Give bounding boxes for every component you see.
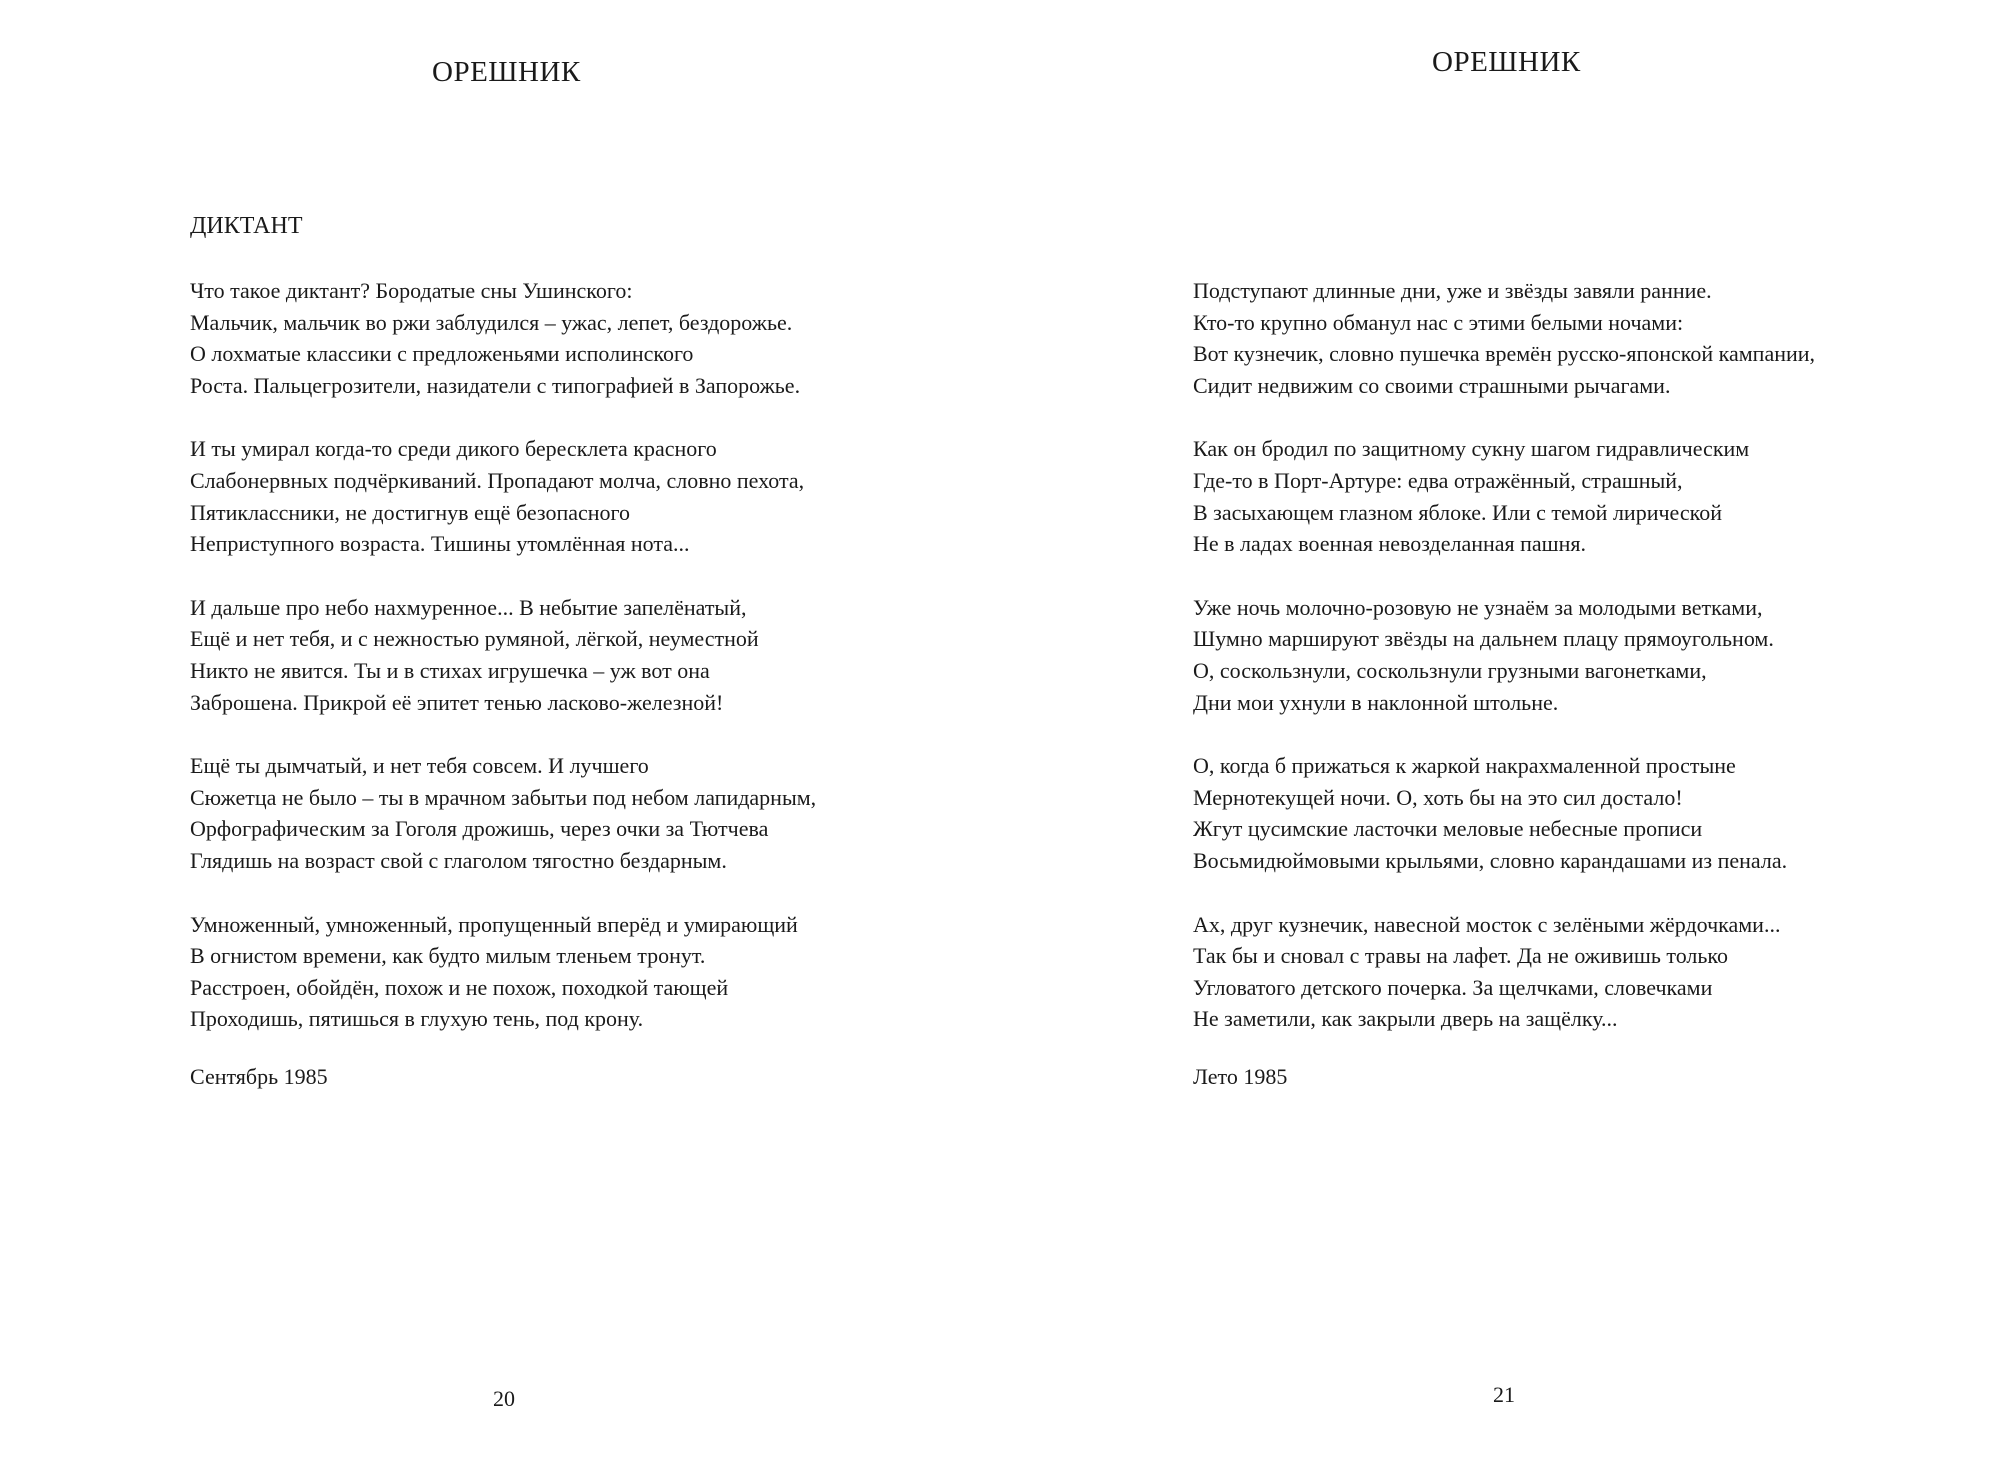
page-number: 21: [1493, 1382, 1515, 1407]
poem-line: Мальчик, мальчик во ржи заблудился – ужас, лепет, бездорожье.: [190, 309, 793, 335]
poem-line: В огнистом времени, как будто милым тленьем тронут.: [190, 943, 706, 969]
stanza: [190, 592, 816, 718]
poem-line: Роста. Пальцегрозители, назидатели с типографией в Запорожье.: [190, 372, 801, 398]
poem-body: [190, 275, 816, 1067]
stanza: [1193, 909, 1815, 1035]
stanza: [190, 275, 816, 401]
poem-line: Дни мои ухнули в наклонной штольне.: [1193, 689, 1559, 715]
poem-line: Так бы и сновал с травы на лафет. Да не оживишь только: [1193, 943, 1728, 969]
poem-line: Орфографическим за Гоголя дрожишь, через очки за Тютчева: [190, 816, 769, 842]
poem-line: Где-то в Порт-Артуре: едва отражённый, страшный,: [1193, 467, 1683, 493]
poem-line: И ты умирал когда-то среди дикого бересклета красного: [190, 436, 717, 462]
poem-line: Мернотекущей ночи. О, хоть бы на это сил достало!: [1193, 784, 1683, 810]
poem-line: О, когда б прижаться к жаркой накрахмаленной простыне: [1193, 753, 1736, 779]
poem-line: Восьмидюймовыми крыльями, словно карандашами из пенала.: [1193, 847, 1788, 873]
poem-line: Подступают длинные дни, уже и звёзды завяли ранние.: [1193, 278, 1712, 303]
poem-line: О, соскользнули, соскользнули грузными вагонетками,: [1193, 657, 1707, 683]
poem-line: Проходишь, пятишься в глухую тень, под крону.: [190, 1006, 644, 1032]
poem-date: Лето 1985: [1193, 1064, 1288, 1089]
stanza: [1193, 592, 1815, 718]
right-page: [1000, 0, 2000, 1479]
poem-line: Жгут цусимские ласточки меловые небесные прописи: [1193, 816, 1703, 842]
poem-line: О лохматые классики с предложеньями исполинского: [190, 341, 694, 367]
poem-body: [1193, 275, 1815, 1067]
poem-line: Не в ладах военная невозделанная пашня.: [1193, 531, 1587, 557]
poem-line: Как он бродил по защитному сукну шагом гидравлическим: [1193, 436, 1750, 462]
stanza: [190, 750, 816, 876]
running-head: ОРЕШНИК: [432, 56, 581, 88]
stanza: [190, 909, 816, 1035]
poem-line: Ещё и нет тебя, и с нежностью румяной, лёгкой, неуместной: [190, 626, 759, 652]
poem-line: Ах, друг кузнечик, навесной мосток с зелёными жёрдочками...: [1193, 911, 1781, 937]
poem-line: В засыхающем глазном яблоке. Или с темой лирической: [1193, 499, 1722, 525]
poem-line: Глядишь на возраст свой с глаголом тягостно бездарным.: [190, 847, 727, 873]
stanza: [1193, 275, 1815, 401]
poem-line: Уже ночь молочно-розовую не узнаём за молодыми ветками,: [1193, 594, 1763, 620]
poem-line: Вот кузнечик, словно пушечка времён русско-японской кампании,: [1193, 341, 1816, 367]
stanza: [1193, 433, 1815, 559]
poem-line: Сидит недвижим со своими страшными рычагами.: [1193, 372, 1671, 398]
poem-line: Угловатого детского почерка. За щелчками, словечками: [1193, 974, 1713, 1000]
poem-line: Пятиклассники, не достигнув ещё безопасного: [190, 499, 630, 525]
poem-line: Ещё ты дымчатый, и нет тебя совсем. И лучшего: [190, 753, 649, 779]
poem-line: Что такое диктант? Бородатые сны Ушинского:: [190, 278, 633, 303]
poem-title: ДИКТАНТ: [190, 213, 303, 239]
running-head: ОРЕШНИК: [1432, 46, 1581, 78]
poem-line: Сюжетца не было – ты в мрачном забытьи под небом лапидарным,: [190, 784, 817, 810]
stanza: [190, 433, 816, 559]
poem-line: Заброшена. Прикрой её эпитет тенью ласково-железной!: [190, 689, 724, 715]
stanza: [1193, 750, 1815, 876]
poem-line: Никто не явится. Ты и в стихах игрушечка – уж вот она: [190, 657, 710, 683]
poem-line: Не заметили, как закрыли дверь на защёлку...: [1193, 1006, 1618, 1032]
poem-line: И дальше про небо нахмуренное... В небытие запелёнатый,: [190, 594, 747, 620]
poem-line: Неприступного возраста. Тишины утомлённая нота...: [190, 531, 690, 557]
poem-line: Слабонервных подчёркиваний. Пропадают молча, словно пехота,: [190, 467, 805, 493]
poem-line: Умноженный, умноженный, пропущенный вперёд и умирающий: [190, 911, 798, 937]
poem-date: Сентябрь 1985: [190, 1064, 328, 1089]
poem-line: Шумно маршируют звёзды на дальнем плацу прямоугольном.: [1193, 626, 1774, 652]
poem-line: Расстроен, обойдён, похож и не похож, походкой тающей: [190, 974, 729, 1000]
page-number: 20: [493, 1386, 515, 1411]
poem-line: Кто-то крупно обманул нас с этими белыми ночами:: [1193, 309, 1684, 335]
